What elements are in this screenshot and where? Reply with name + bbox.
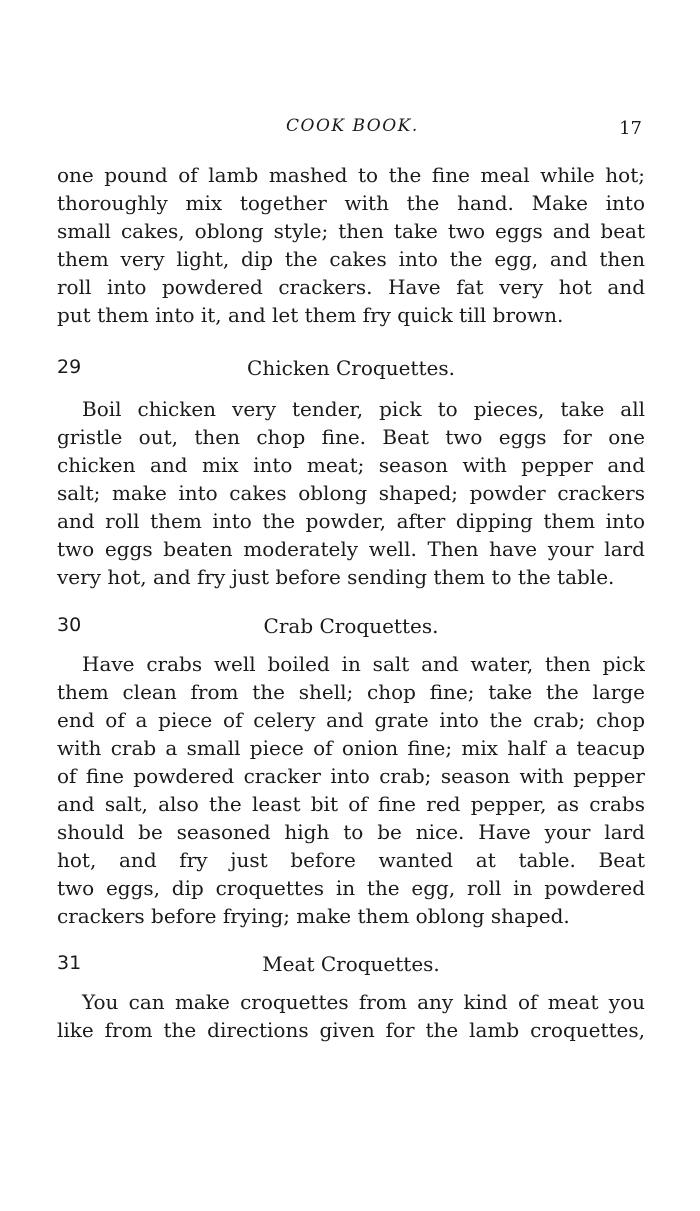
page-number: 17 xyxy=(619,118,642,139)
text-line: put them into it, and let them fry quick till brown. xyxy=(57,303,564,327)
text-line: roll into powdered crackers. Have fat very hot and xyxy=(57,275,645,299)
intro-paragraph xyxy=(57,161,645,329)
text-line: chicken and mix into meat; season with pepper and xyxy=(57,453,645,477)
recipe-body-31 xyxy=(57,988,645,1044)
text-line: of fine powdered cracker into crab; season with pepper xyxy=(57,764,645,788)
recipe-number: 29 xyxy=(57,356,82,378)
recipe-title: Crab Croquettes. xyxy=(263,614,439,638)
running-head xyxy=(0,116,700,146)
text-line: Boil chicken very tender, pick to pieces, take all xyxy=(82,397,645,421)
text-line: small cakes, oblong style; then take two eggs and beat xyxy=(57,219,645,243)
text-line: thoroughly mix together with the hand. Make into xyxy=(57,191,645,215)
text-line: and salt, also the least bit of fine red pepper, as crabs xyxy=(57,792,645,816)
text-line: Have crabs well boiled in salt and water, then pick xyxy=(82,652,645,676)
text-line: them very light, dip the cakes into the egg, and then xyxy=(57,247,645,271)
recipe-heading-29 xyxy=(57,356,645,386)
text-line: gristle out, then chop fine. Beat two eggs for one xyxy=(57,425,645,449)
text-line: one pound of lamb mashed to the fine meal while hot; xyxy=(57,163,645,187)
text-line: with crab a small piece of onion fine; mix half a teacup xyxy=(57,736,645,760)
text-line: salt; make into cakes oblong shaped; powder crackers xyxy=(57,481,645,505)
text-line: hot, and fry just before wanted at table. Beat xyxy=(57,848,645,872)
recipe-number: 31 xyxy=(57,952,82,974)
text-line: very hot, and fry just before sending them to the table. xyxy=(57,565,615,589)
text-line: should be seasoned high to be nice. Have your lard xyxy=(57,820,645,844)
recipe-body-29 xyxy=(57,395,645,591)
text-line: end of a piece of celery and grate into the crab; chop xyxy=(57,708,645,732)
text-line: like from the directions given for the lamb croquettes, xyxy=(57,1018,645,1042)
running-title: COOK BOOK. xyxy=(286,116,419,136)
text-line: crackers before frying; make them oblong shaped. xyxy=(57,904,570,928)
recipe-body-30 xyxy=(57,650,645,930)
recipe-number: 30 xyxy=(57,614,82,636)
text-line: them clean from the shell; chop fine; take the large xyxy=(57,680,645,704)
text-line: and roll them into the powder, after dipping them into xyxy=(57,509,645,533)
recipe-heading-30 xyxy=(57,614,645,644)
recipe-heading-31 xyxy=(57,952,645,982)
recipe-title: Chicken Croquettes. xyxy=(247,356,455,380)
text-line: two eggs beaten moderately well. Then have your lard xyxy=(57,537,645,561)
text-line: two eggs, dip croquettes in the egg, roll in powdered xyxy=(57,876,645,900)
recipe-title: Meat Croquettes. xyxy=(262,952,440,976)
text-line: You can make croquettes from any kind of meat you xyxy=(82,990,645,1014)
